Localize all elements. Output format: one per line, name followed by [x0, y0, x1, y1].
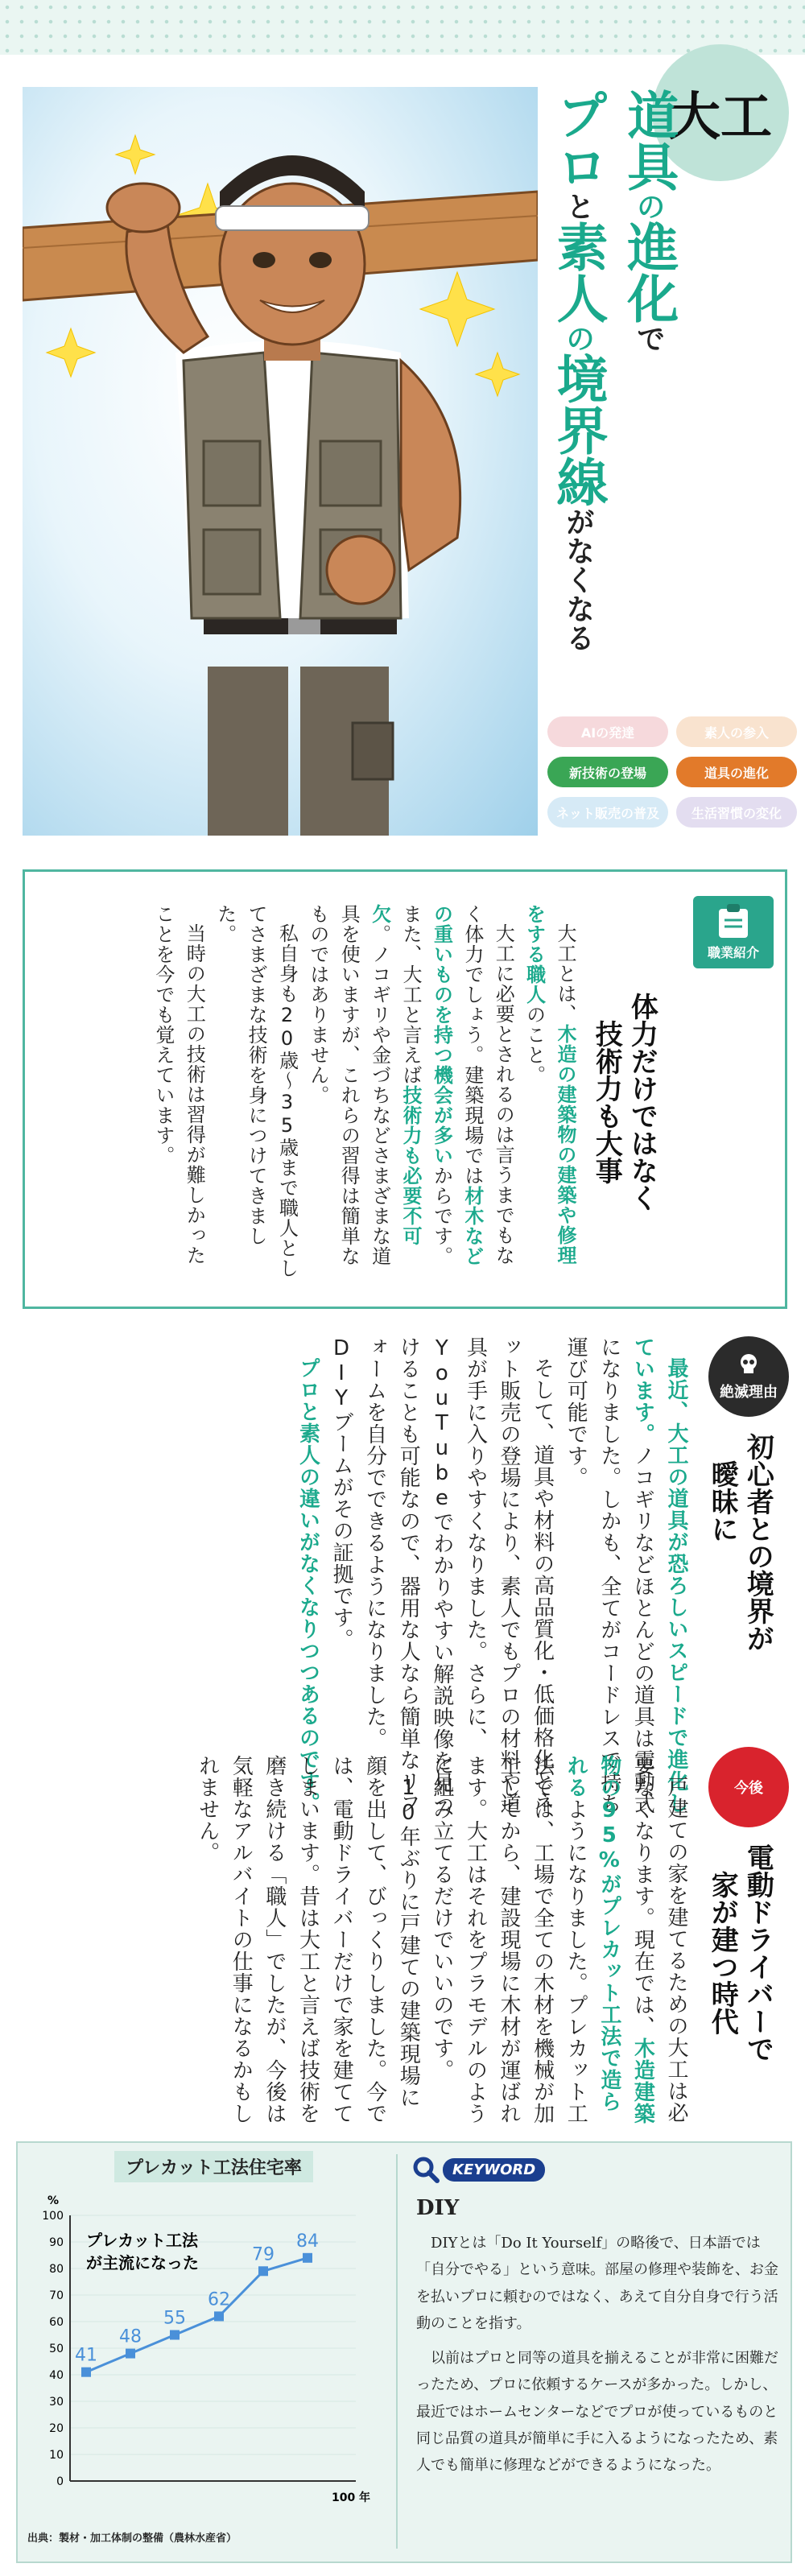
x-tick-label: 100 [332, 2491, 356, 2504]
headline-part: 素人 [547, 221, 608, 324]
body-text: 私自身も20歳〜35歳まで職人としてさまざまな技術を身につけてきました。 [213, 904, 299, 1278]
headline-part: 進化 [618, 221, 679, 324]
headline-part: プロ [547, 89, 608, 192]
y-tick-label: 30 [49, 2396, 64, 2409]
body-text: 当時の大工の技術は習得が難しかったことを今でも覚えています。 [151, 904, 206, 1265]
body-text: 大工に必要とされるのは言うまでもなく体力でしょう。建築現場では [460, 904, 515, 1265]
data-label: 79 [252, 2244, 275, 2265]
y-tick-label: 60 [49, 2316, 64, 2329]
data-label: 55 [163, 2308, 186, 2329]
series-line [86, 2258, 308, 2372]
bottom-panel [16, 2141, 792, 2563]
panel-divider [396, 2154, 398, 2549]
extinction-badge [708, 1336, 789, 1417]
paragraph [424, 1755, 692, 2125]
data-label: 62 [208, 2289, 230, 2310]
extinction-title [704, 1433, 775, 1771]
headline-line [618, 89, 678, 652]
keyword-body [416, 2230, 778, 2487]
highlight-text: 木造の建築物の建築や修理をする職人 [522, 904, 576, 1265]
headline-part: の [632, 192, 666, 221]
category-tag: 道具の進化 [676, 757, 797, 787]
data-point [303, 2253, 312, 2263]
headline-part: 境界線 [547, 353, 608, 507]
clipboard-icon [717, 904, 749, 939]
title-line: 初心者との境界が [741, 1433, 774, 1652]
data-point [170, 2330, 180, 2340]
category-tag: 素人の参入 [676, 716, 797, 747]
extinction-body [16, 1336, 692, 1819]
x-axis-unit: 年 [359, 2491, 370, 2504]
headline-part: と [561, 192, 595, 221]
chart-annotation-line-1: プレカット工法 [86, 2231, 198, 2250]
intro-badge [693, 896, 774, 968]
keyword-badge [412, 2156, 545, 2183]
headline-part: 道具 [618, 89, 679, 192]
y-tick-label: 0 [56, 2475, 64, 2488]
headline-part: の [561, 324, 595, 353]
data-label: 41 [75, 2345, 97, 2366]
y-tick-label: 40 [49, 2369, 64, 2382]
chart-annotation-line-2: が主流になった [86, 2253, 199, 2273]
title-line: 電動ドライバーで [741, 1843, 774, 2062]
title-line: 曖昧に [706, 1460, 739, 1542]
data-label: 48 [119, 2326, 142, 2347]
headline-line [547, 89, 607, 652]
data-point [214, 2311, 224, 2321]
chart-title: プレカット工法住宅率 [114, 2151, 313, 2182]
y-tick-label: 50 [49, 2343, 64, 2355]
headline-part: がなくなる [561, 507, 595, 652]
body-text: ようになりました。プレカット工法では、工場で全ての木材を機械が加工してから、建設現場に木材が運ばれます。大工はそれをプラモデルのように組み立てるだけでいいのです。 [429, 1755, 588, 2124]
top-pattern-band [0, 0, 805, 55]
category-tag: ネット販売の普及 [547, 797, 668, 828]
keyword-badge-label: KEYWORD [443, 2158, 545, 2182]
body-text: 戸建ての家を建てるための大工は必要なくなります。現在では、 [630, 1755, 688, 2124]
data-label: 84 [296, 2231, 319, 2252]
y-tick-label: 80 [49, 2263, 64, 2276]
body-text: 大工とは、 [554, 923, 576, 1024]
body-text: 。ノコギリや金づちなどさまざまな道具を使いますが、これらの習得は簡単なものではありません。 [306, 904, 391, 1266]
y-tick-label: 10 [49, 2449, 64, 2462]
extinction-badge-label: 絶滅理由 [720, 1383, 778, 1401]
paragraph [291, 1336, 324, 1819]
body-text: そして、道具や材料の高品質化・低価格化とネット販売の登場により、素人でもプロの材料や道具が手に入りやすくなりました。さらに、YouTubeでわかりやすい解説映像を見つけることも可能なので、器用な人なら簡単なリフォームを自分でできるようになりました。DIYブームがその証拠です。 [329, 1336, 555, 1815]
keyword-term: DIY [416, 2196, 460, 2220]
data-point [81, 2368, 91, 2377]
y-tick-label: 70 [49, 2289, 64, 2302]
y-tick-label: 20 [49, 2422, 64, 2435]
job-title: 大工 [669, 88, 772, 147]
category-tag: 生活習慣の変化 [676, 797, 797, 828]
skull-icon [733, 1352, 765, 1377]
data-point [126, 2349, 135, 2359]
category-tag: AIの発達 [547, 716, 668, 747]
intro-title [588, 993, 659, 1282]
future-badge-label: 今後 [734, 1780, 763, 1797]
highlight-text: 技術力も必要不可欠 [368, 904, 423, 1246]
title-line: 技術力も大事 [590, 1020, 623, 1184]
future-title [704, 1843, 775, 2133]
keyword-paragraph: DIYとは「Do It Yourself」の略後で、日本語では「自分でやる」という意味。部屋の修理や装飾を、お金を払いプロに頼むのではなく、あえて自分自身で行う活動のことを指す。 [416, 2235, 778, 2332]
y-tick-label: 100 [42, 2210, 64, 2223]
body-text: からです。また、大工と言えば [399, 904, 453, 1266]
title-line: 家が建つ時代 [706, 1871, 739, 2035]
magnifier-icon [412, 2156, 440, 2183]
y-tick-label: 90 [49, 2236, 64, 2249]
future-badge [708, 1747, 789, 1827]
highlight-text: 材木などの重いものを持つ機会が多い [430, 904, 484, 1266]
intro-box [23, 869, 787, 1309]
data-point [258, 2266, 268, 2276]
headline-part: で [632, 324, 666, 353]
body-text: 10年ぶりに戸建ての建築現場に顔を出して、びっくりしました。今では、電動ドライバーだけで家を建ててしまいます。昔は大工と言えば技術を磨き続ける「職人」でしたが、今後は気軽なアルバイトの仕事になるかもしれません。 [195, 1755, 421, 2124]
body-text: ノコギリなどほとんどの道具は電動式になりました。しかも、全てがコードレスで持ち運び可能です。 [564, 1336, 655, 1814]
paragraph [190, 1755, 424, 2125]
paragraph [302, 904, 518, 1282]
chart-source: 出典：製材・加工体制の整備（農林水産省） [27, 2533, 237, 2545]
paragraph [559, 1336, 692, 1819]
title-line: 体力だけではなく [625, 993, 658, 1212]
paragraph [518, 904, 580, 1282]
intro-body [57, 904, 580, 1282]
category-tag: 新技術の登場 [547, 757, 668, 787]
future-body [137, 1755, 692, 2125]
keyword-paragraph: 以前はプロと同等の道具を揃えることが非常に困難だったため、プロに依頼するケースが多かった。しかし、最近ではホームセンターなどでプロが使っているものと同じ品質の道具が簡単に手に入るようになったため、素人でも簡単に修理などができるようになった。 [416, 2350, 778, 2475]
highlight-text: 最近、大工の道具が恐ろしいスピードで進化しています。 [630, 1336, 688, 1814]
paragraph [324, 1336, 558, 1819]
body-text: のこと。 [522, 1005, 546, 1085]
precut-chart [26, 2183, 388, 2521]
highlight-text: 木造建築物の95%がプレカット工法で造られる [564, 1755, 655, 2124]
paragraph [148, 904, 210, 1282]
paragraph [209, 904, 302, 1282]
category-tags [547, 716, 797, 828]
intro-badge-label: 職業紹介 [707, 944, 759, 960]
carpenter-illustration [23, 87, 538, 836]
highlight-text: プロと素人の違いがなくなりつつあるのです。 [295, 1357, 320, 1814]
y-axis-unit: % [47, 2194, 60, 2207]
headline [547, 89, 677, 652]
